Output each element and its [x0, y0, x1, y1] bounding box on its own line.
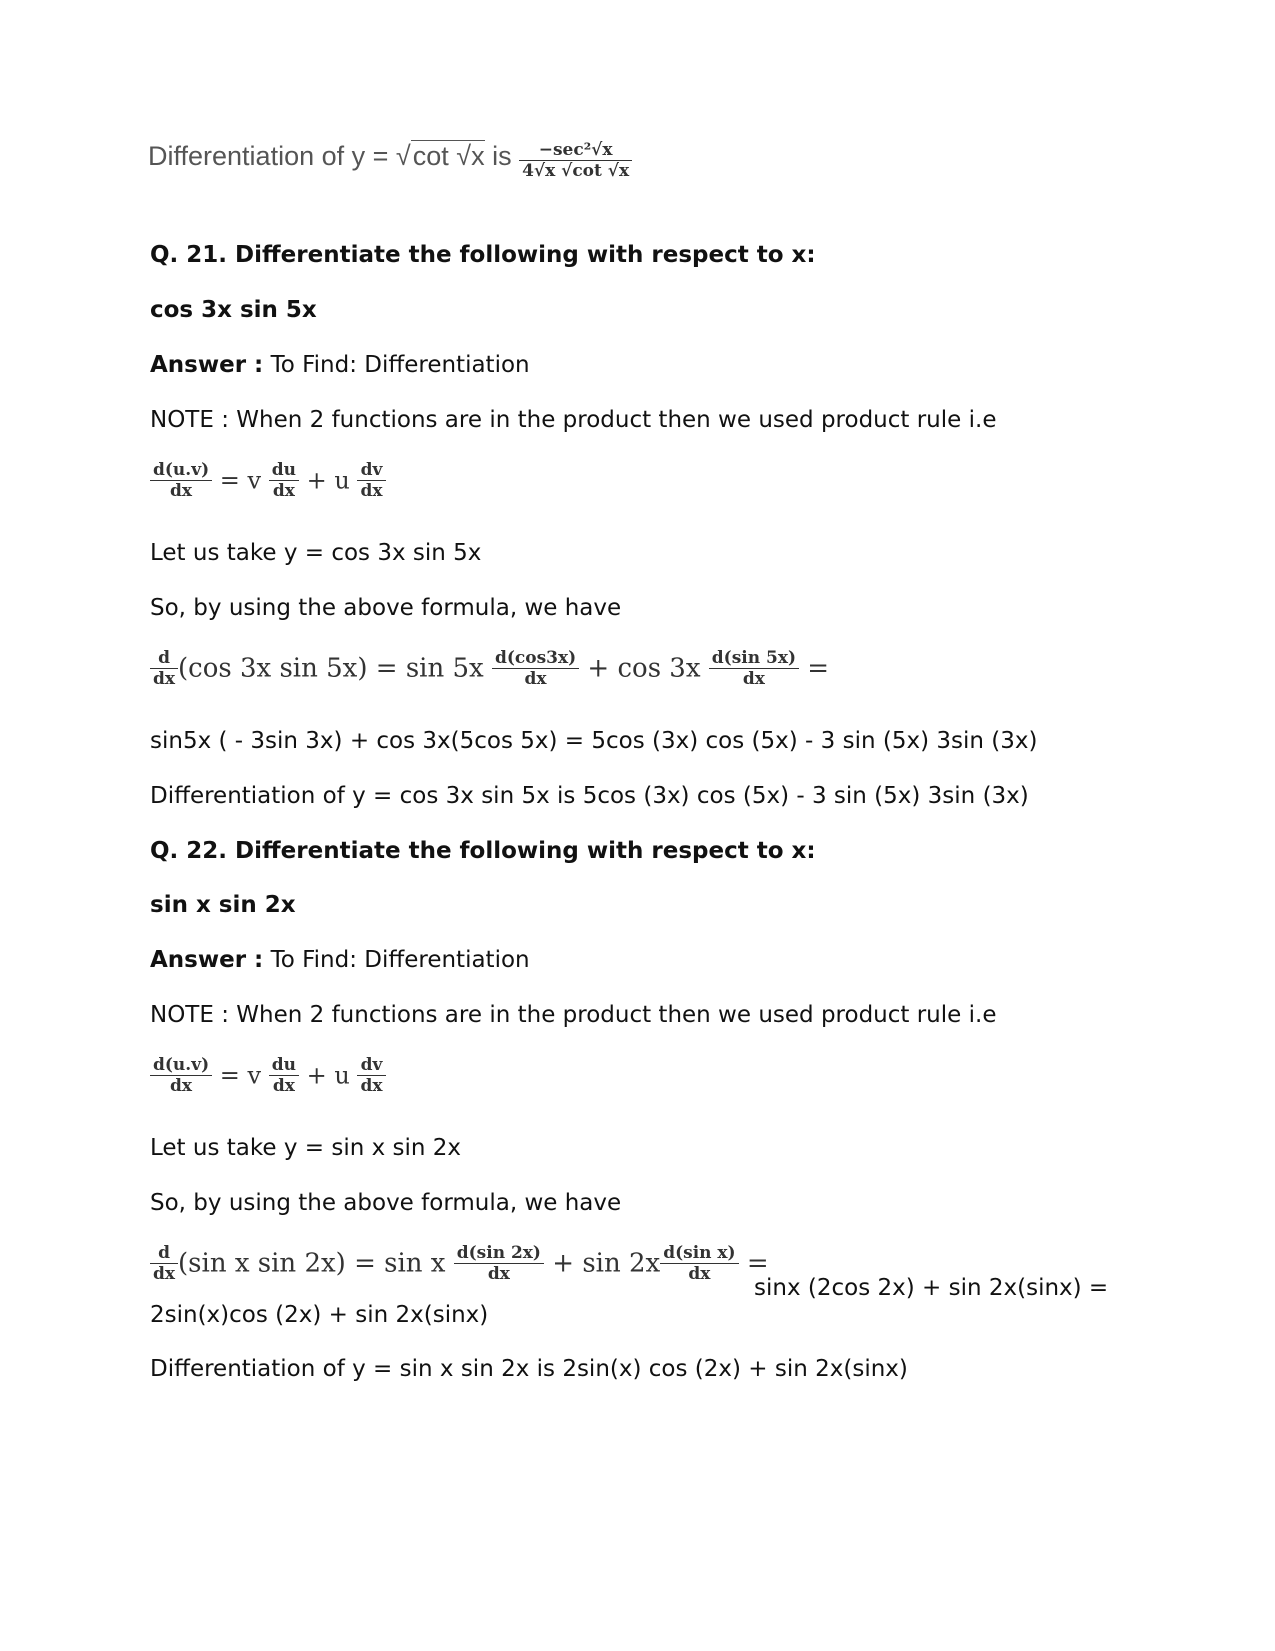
- top-result-denominator: 4√x √cot √x: [522, 161, 630, 181]
- q21-result: sin5x ( - 3sin 3x) + cos 3x(5cos 5x) = 5cos (3x) cos (5x) - 3 sin (5x) 3sin (3x): [150, 728, 1038, 754]
- q22-rule-lhs: [150, 1055, 212, 1096]
- q21-frac2: [709, 648, 799, 689]
- q21-dx: dx: [153, 669, 176, 689]
- q22-rule-du: [269, 1055, 299, 1096]
- q22-note: NOTE : When 2 functions are in the product then we used product rule i.e: [150, 1002, 997, 1028]
- q22-rule-lhs-num: d(u.v): [150, 1055, 212, 1076]
- q22-rule-lhs-den: dx: [170, 1076, 193, 1096]
- q21-arg: (cos 3x sin 5x): [178, 653, 368, 684]
- top-result-radicand: cot √x: [412, 141, 485, 171]
- q22-eq: =: [354, 1248, 376, 1279]
- q22-d: d: [150, 1243, 178, 1264]
- q21-frac2-num: d(sin 5x): [709, 648, 799, 669]
- q21-rule-v: v: [247, 466, 262, 495]
- q21-eq2: =: [807, 653, 830, 684]
- q22-d-dx: [150, 1243, 178, 1284]
- q22-rule-du-den: dx: [272, 1076, 295, 1096]
- q21-frac1: [492, 648, 579, 689]
- q22-answer-text: To Find: Differentiation: [263, 947, 530, 973]
- q22-frac1: [454, 1243, 544, 1284]
- q22-frac1-num: d(sin 2x): [454, 1243, 544, 1264]
- q22-expression: sin x sin 2x: [150, 892, 296, 918]
- q22-answer: [150, 945, 530, 975]
- q21-note: NOTE : When 2 functions are in the product then we used product rule i.e: [150, 407, 997, 433]
- top-result-numerator: −sec²√x: [519, 140, 632, 161]
- q21-frac1-den: dx: [524, 669, 547, 689]
- q21-rule-du-num: du: [269, 460, 299, 481]
- q21-rule-dv: [357, 460, 385, 501]
- q21-rule-dv-num: dv: [357, 460, 385, 481]
- q22-let: Let us take y = sin x sin 2x: [150, 1135, 462, 1161]
- q21-frac2-den: dx: [742, 669, 765, 689]
- q22-rule-eq: =: [219, 1061, 240, 1090]
- q22-frac2: [660, 1243, 738, 1284]
- top-result-equation: [148, 140, 632, 181]
- q22-eq2: =: [746, 1248, 769, 1279]
- q21-derivation: [150, 648, 829, 689]
- q21-d-dx: [150, 648, 178, 689]
- q21-rule-dv-den: dx: [360, 481, 383, 501]
- q22-frac2-num: d(sin x): [660, 1243, 738, 1264]
- q21-rule-lhs: [150, 460, 212, 501]
- q22-rule-du-num: du: [269, 1055, 299, 1076]
- q22-frac2-den: dx: [688, 1264, 711, 1284]
- q22-rule-dv: [357, 1055, 385, 1096]
- q22-so: So, by using the above formula, we have: [150, 1190, 622, 1216]
- q21-term2: cos 3x: [617, 653, 701, 684]
- q22-heading: Q. 22. Differentiate the following with respect to x:: [150, 838, 816, 864]
- q21-eq: =: [375, 653, 398, 684]
- q21-so: So, by using the above formula, we have: [150, 595, 622, 621]
- q21-rule-eq: =: [219, 466, 240, 495]
- q21-term1: sin 5x: [405, 653, 484, 684]
- q21-rule-du-den: dx: [272, 481, 295, 501]
- q21-answer-text: To Find: Differentiation: [263, 352, 530, 378]
- q22-rule-plus: +: [306, 1061, 327, 1090]
- q22-term2: sin 2x: [582, 1248, 661, 1279]
- q21-rule-plus: +: [306, 466, 327, 495]
- q22-answer-label: Answer :: [150, 947, 264, 973]
- top-result-is: is: [484, 141, 520, 171]
- top-result-fraction: [519, 140, 632, 181]
- q21-answer: [150, 350, 530, 380]
- q21-let: Let us take y = cos 3x sin 5x: [150, 540, 482, 566]
- q21-rule-du: [269, 460, 299, 501]
- q21-d: d: [150, 648, 178, 669]
- q22-derivation: [150, 1243, 769, 1284]
- q21-rule-u: u: [334, 466, 350, 495]
- q21-frac1-num: d(cos3x): [492, 648, 579, 669]
- q21-rule-lhs-num: d(u.v): [150, 460, 212, 481]
- q22-plus: +: [552, 1248, 575, 1279]
- q22-arg: (sin x sin 2x): [178, 1248, 346, 1279]
- q22-rule-dv-den: dx: [360, 1076, 383, 1096]
- q21-rule-lhs-den: dx: [170, 481, 193, 501]
- q22-frac1-den: dx: [487, 1264, 510, 1284]
- q22-conclusion: Differentiation of y = sin x sin 2x is 2sin(x) cos (2x) + sin 2x(sinx): [150, 1356, 908, 1382]
- q22-result-line2: 2sin(x)cos (2x) + sin 2x(sinx): [150, 1302, 489, 1328]
- q22-product-rule: [150, 1055, 386, 1096]
- q22-rule-dv-num: dv: [357, 1055, 385, 1076]
- q21-heading: Q. 21. Differentiate the following with respect to x:: [150, 242, 816, 268]
- q21-product-rule: [150, 460, 386, 501]
- q22-dx: dx: [153, 1264, 176, 1284]
- q22-result-tail: sinx (2cos 2x) + sin 2x(sinx) =: [754, 1275, 1109, 1301]
- top-result-sqrt-symbol: √: [395, 141, 411, 171]
- q21-conclusion: Differentiation of y = cos 3x sin 5x is 5cos (3x) cos (5x) - 3 sin (5x) 3sin (3x): [150, 783, 1029, 809]
- q22-term1: sin x: [384, 1248, 446, 1279]
- q22-rule-u: u: [334, 1061, 350, 1090]
- q21-answer-label: Answer :: [150, 352, 264, 378]
- q21-expression: cos 3x sin 5x: [150, 297, 317, 323]
- q22-rule-v: v: [247, 1061, 262, 1090]
- top-result-prefix: Differentiation of y =: [148, 141, 396, 171]
- q21-plus: +: [587, 653, 610, 684]
